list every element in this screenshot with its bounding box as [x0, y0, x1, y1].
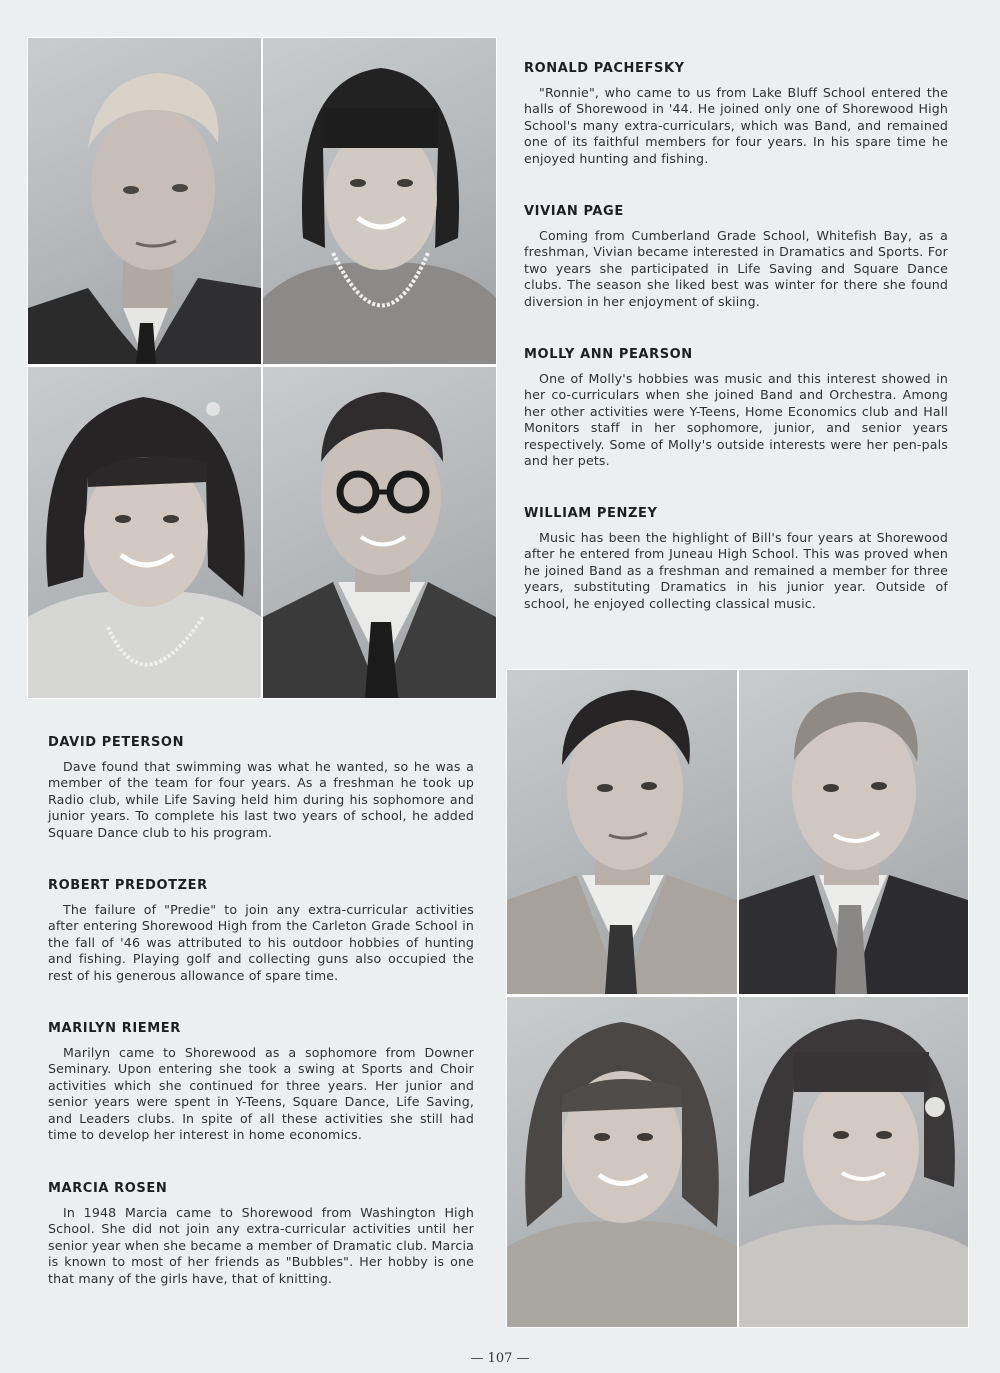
- portrait-david-peterson: [507, 670, 737, 994]
- portrait-molly-ann-pearson: [28, 367, 261, 698]
- bio-vivian-page: [524, 204, 948, 310]
- bio-marilyn-riemer: [48, 1021, 474, 1143]
- bio-text: The failure of "Predie" to join any extra-curricular activities after entering Shorewood High from the Carleton Grade School in the fall of '46 was attributed to his outdoor hobbies of hunting and fishing. Playing golf and collecting guns also occupied the rest of his generous allowance of spare time.: [48, 902, 474, 983]
- bio-name: MOLLY ANN PEARSON: [524, 347, 693, 362]
- portrait-william-penzey: [263, 367, 496, 698]
- portrait-marilyn-riemer: [507, 997, 737, 1327]
- bio-text: Coming from Cumberland Grade School, Whitefish Bay, as a freshman, Vivian became interested in Dramatics and Sports. For two years she participated in Life Saving and Square Dance clubs. The season she liked best was winter for there she found diversion in her enjoyment of skiing.: [524, 228, 948, 309]
- portrait-grid-bottom: [506, 669, 969, 1328]
- bio-molly-ann-pearson: [524, 347, 948, 469]
- bio-name: MARILYN RIEMER: [48, 1021, 181, 1036]
- bio-name: WILLIAM PENZEY: [524, 506, 658, 521]
- bio-david-peterson: [48, 735, 474, 841]
- bio-name: DAVID PETERSON: [48, 735, 185, 750]
- bio-text: One of Molly's hobbies was music and this interest showed in her co-curriculars when she joined Band and Orchestra. Among her other activities were Y-Teens, Home Economics club and Hall Monitors staff in her sophomore, junior, and senior years respectively. Some of Molly's outside interests were her pen-pals and her pets.: [524, 371, 948, 469]
- bio-text: Music has been the highlight of Bill's four years at Shorewood after he entered from Juneau High School. This was proved when he joined Band as a freshman and remained a member for three years, substituting Dramatics in his junior year. Outside of school, he enjoyed collecting classical music.: [524, 530, 948, 611]
- bio-ronald-pachefsky: [524, 61, 948, 167]
- portrait-vivian-page: [263, 38, 496, 364]
- bio-text: "Ronnie", who came to us from Lake Bluff School entered the halls of Shorewood in '44. He joined only one of Shorewood High School's many extra-curriculars, which was Band, and remained one of its faithful members for four years. In his spare time he enjoyed hunting and fishing.: [524, 85, 948, 166]
- portrait-robert-predotzer: [739, 670, 968, 994]
- bio-text: Marilyn came to Shorewood as a sophomore from Downer Seminary. Upon entering she took a swing at Sports and Choir activities which she continued for three years. Her junior and senior years were spent in Y-Teens, Square Dance, Life Saving, and Leaders clubs. In spite of all these activities she still had time to develop her interest in home economics.: [48, 1045, 474, 1143]
- bio-robert-predotzer: [48, 878, 474, 984]
- page-number: — 107 —: [470, 1351, 530, 1366]
- bio-name: RONALD PACHEFSKY: [524, 61, 685, 76]
- bio-name: MARCIA ROSEN: [48, 1181, 168, 1196]
- bio-text: In 1948 Marcia came to Shorewood from Washington High School. She did not join any extra-curricular activities until her senior year when she became a member of Dramatic club. Marcia is known to most of her friends as "Bubbles". Her hobby is one that many of the girls have, that of knitting.: [48, 1205, 474, 1286]
- bio-text: Dave found that swimming was what he wanted, so he was a member of the team for four years. As a freshman he took up Radio club, while Life Saving held him during his sophomore and junior years. To complete his last two years of school, he added Square Dance club to his program.: [48, 759, 474, 840]
- bio-marcia-rosen: [48, 1181, 474, 1287]
- portrait-marcia-rosen: [739, 997, 968, 1327]
- bio-william-penzey: [524, 506, 948, 612]
- portrait-grid-top: [27, 37, 497, 699]
- portrait-ronald-pachefsky: [28, 38, 261, 364]
- bio-name: ROBERT PREDOTZER: [48, 878, 208, 893]
- bio-name: VIVIAN PAGE: [524, 204, 624, 219]
